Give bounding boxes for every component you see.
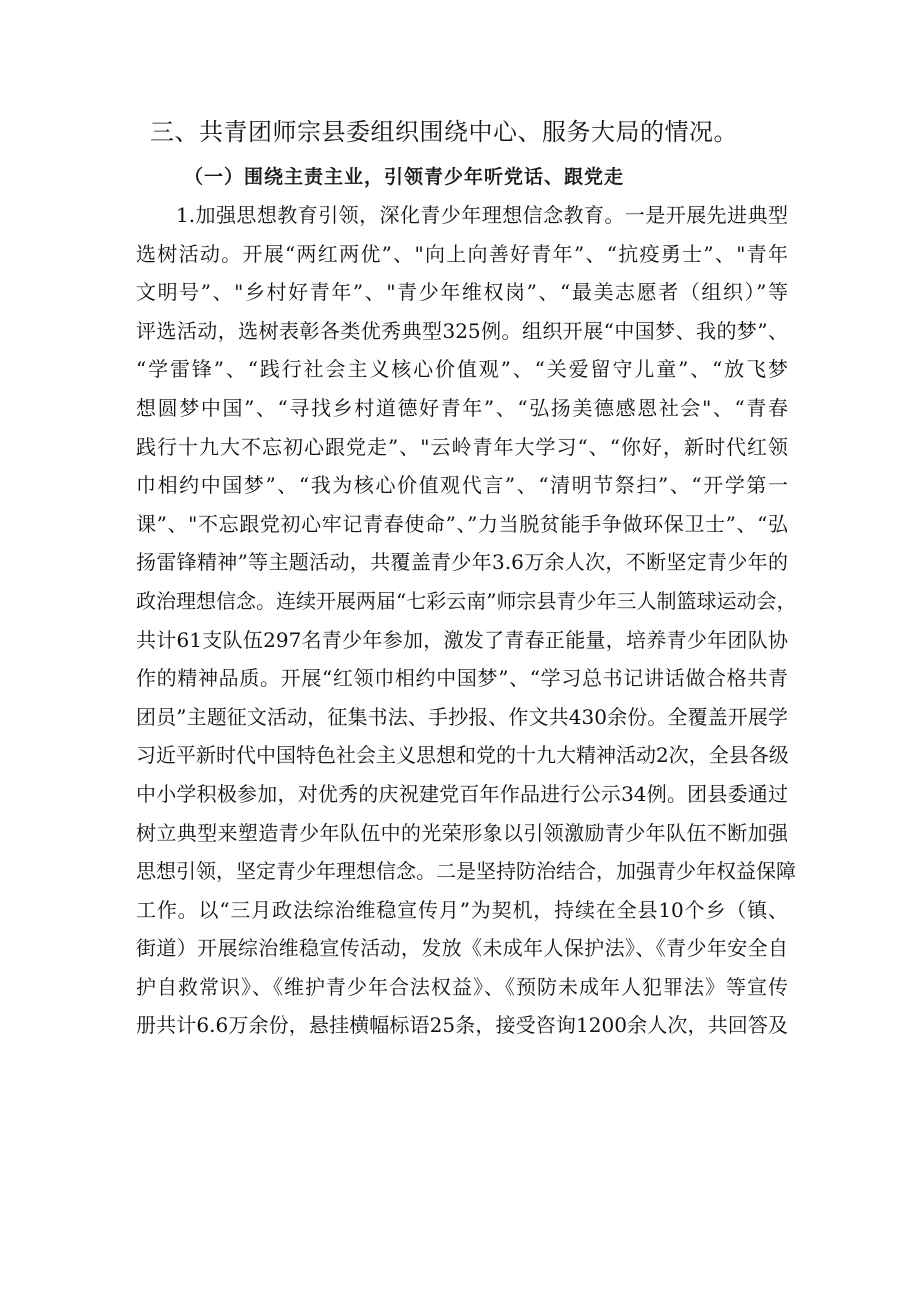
paragraph-line: 护自救常识》、《维护青少年合法权益》、《预防未成年人犯罪法》等宣传 [136,974,788,999]
paragraph-line: 思想引领，坚定青少年理想信念。二是坚持防治结合，加强青少年权益保障 [136,859,796,884]
body-paragraph [136,196,797,1045]
paragraph-line: 评选活动，选树表彰各类优秀典型325例。组织开展“中国梦、我的梦”、 [136,318,788,343]
paragraph-line: 践行十九大不忘初心跟党走”、"云岭青年大学习“、“你好，新时代红领 [136,434,788,459]
paragraph-line: 想圆梦中国”、“寻找乡村道德好青年”、“弘扬美德感恩社会"、“青春 [136,395,788,420]
sub-section-heading: （一）围绕主责主业，引领青少年听党话、跟党走 [184,166,625,188]
paragraph-line: 共计61支队伍297名青少年参加，激发了青春正能量，培养青少年团队协 [136,627,788,652]
paragraph-line: 团员”主题征文活动，征集书法、手抄报、作文共430余份。全覆盖开展学 [136,704,788,729]
paragraph-line: 工作。以“三月政法综治维稳宣传月”为契机，持续在全县10个乡（镇、 [136,897,788,922]
section-heading: 三、共青团师宗县委组织围绕中心、服务大局的情况。 [150,118,738,146]
paragraph-line: 选树活动。开展“两红两优”、"向上向善好青年”、“抗疫勇士”、"青年 [136,241,788,266]
paragraph-line: 巾相约中国梦”、“我为核心价值观代言”、“清明节祭扫”、“开学第一 [136,473,788,498]
paragraph-line: “学雷锋”、“践行社会主义核心价值观”、“关爱留守儿童”、“放飞梦 [136,357,788,382]
paragraph-line: 1.加强思想教育引领，深化青少年理想信念教育。一是开展先进典型 [176,203,788,227]
paragraph-line: 课”、"不忘跟党初心牢记青春使命”、”力当脱贫能手争做环保卫士”、“弘 [136,511,788,536]
paragraph-line: 中小学积极参加，对优秀的庆祝建党百年作品进行公示34例。团县委通过 [136,781,788,806]
paragraph-line: 扬雷锋精神”等主题活动，共覆盖青少年3.6万余人次，不断坚定青少年的 [136,550,788,575]
paragraph-line: 习近平新时代中国特色社会主义思想和党的十九大精神活动2次，全县各级 [136,743,789,768]
paragraph-line: 文明号”、"乡村好青年”、"青少年维权岗”、“最美志愿者（组织）”等 [136,280,788,305]
paragraph-line: 树立典型来塑造青少年队伍中的光荣形象以引领激励青少年队伍不断加强 [136,820,788,845]
paragraph-line: 册共计6.6万余份，悬挂横幅标语25条，接受咨询1200余人次，共回答及 [136,1013,788,1038]
paragraph-line: 作的精神品质。开展“红领巾相约中国梦”、“学习总书记讲话做合格共青 [136,666,788,691]
paragraph-line: 政治理想信念。连续开展两届“七彩云南”师宗县青少年三人制篮球运动会， [136,588,797,613]
paragraph-line: 街道）开展综治维稳宣传活动，发放《未成年人保护法》、《青少年安全自 [136,936,788,961]
